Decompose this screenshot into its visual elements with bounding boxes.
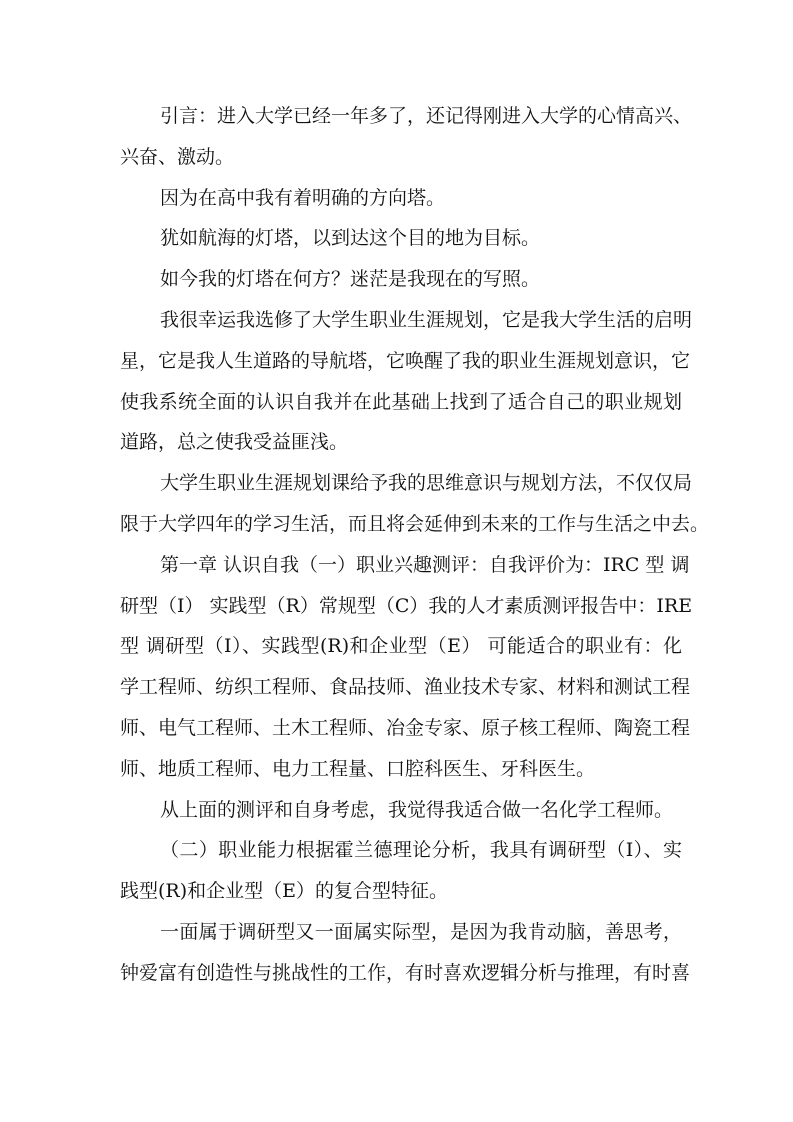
text-line: 钟爱富有创造性与挑战性的工作，有时喜欢逻辑分析与推理，有时喜 bbox=[120, 961, 691, 984]
text-line: 师、电气工程师、土木工程师、冶金专家、原子核工程师、陶瓷工程 bbox=[120, 716, 691, 739]
text-line: 星，它是我人生道路的导航塔，它唤醒了我的职业生涯规划意识，它 bbox=[120, 349, 691, 372]
text-line: 限于大学四年的学习生活，而且将会延伸到未来的工作与生活之中去。 bbox=[120, 512, 710, 535]
paragraph bbox=[120, 918, 691, 1000]
paragraph bbox=[120, 102, 693, 184]
document-page bbox=[120, 102, 710, 1000]
text-line: 我很幸运我选修了大学生职业生涯规划，它是我大学生活的启明 bbox=[160, 308, 693, 331]
text-line: 兴奋、激动。 bbox=[120, 145, 235, 168]
text-line: 研型（I） 实践型（R）常规型（C）我的人才素质测评报告中：IRE bbox=[120, 594, 693, 617]
paragraph bbox=[120, 796, 682, 837]
text-line: 使我系统全面的认识自我并在此基础上找到了适合自己的职业规划 bbox=[120, 390, 682, 413]
text-line: 一面属于调研型又一面属实际型，是因为我肯动脑，善思考， bbox=[160, 920, 682, 943]
paragraph bbox=[120, 184, 682, 225]
paragraph bbox=[120, 306, 693, 469]
text-line: 师、地质工程师、电力工程量、口腔科医生、牙科医生。 bbox=[120, 757, 596, 780]
text-line: 道路，总之使我受益匪浅。 bbox=[120, 431, 349, 454]
text-line: 引言：进入大学已经一年多了，还记得刚进入大学的心情高兴、 bbox=[160, 105, 693, 127]
text-line: 如今我的灯塔在何方？迷茫是我现在的写照。 bbox=[160, 268, 541, 291]
text-line: 犹如航海的灯塔，以到达这个目的地为目标。 bbox=[160, 227, 541, 250]
text-line: 型 调研型（I）、实践型(R)和企业型（E） 可能适合的职业有：化 bbox=[120, 635, 682, 658]
text-line: 大学生职业生涯规划课给予我的思维意识与规划方法，不仅仅局 bbox=[160, 472, 693, 495]
paragraph bbox=[120, 469, 710, 551]
text-line: 践型(R)和企业型（E）的复合型特征。 bbox=[120, 880, 449, 903]
paragraph bbox=[120, 551, 693, 796]
paragraph bbox=[120, 224, 682, 265]
text-line: 从上面的测评和自身考虑，我觉得我适合做一名化学工程师。 bbox=[160, 798, 674, 821]
text-line: （二）职业能力根据霍兰德理论分析，我具有调研型（I）、实 bbox=[160, 839, 682, 862]
paragraph bbox=[120, 265, 682, 306]
text-line: 学工程师、纺织工程师、食品技师、渔业技术专家、材料和测试工程 bbox=[120, 676, 691, 699]
text-line: 第一章 认识自我（一）职业兴趣测评：自我评价为：IRC 型 调 bbox=[160, 553, 690, 576]
paragraph bbox=[120, 836, 682, 918]
text-line: 因为在高中我有着明确的方向塔。 bbox=[160, 186, 446, 209]
